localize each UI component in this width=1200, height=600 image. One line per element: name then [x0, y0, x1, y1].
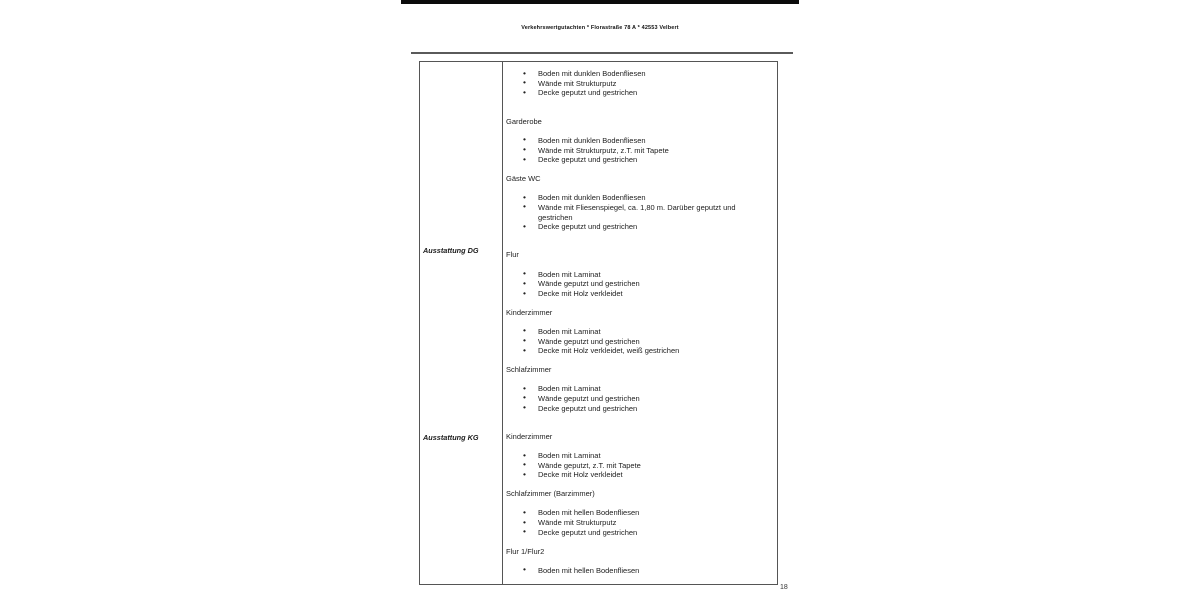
feature-list [506, 136, 773, 165]
list-item: • Boden mit Laminat [506, 451, 760, 461]
list-item: • Wände mit Strukturputz, z.T. mit Tapete [506, 146, 760, 156]
header-divider-line [411, 52, 793, 54]
feature-list [506, 508, 773, 537]
list-item: • Decke mit Holz verkleidet, weiß gestrichen [506, 346, 760, 356]
room-section [506, 69, 773, 98]
room-section [506, 174, 773, 232]
list-item: • Decke geputzt und gestrichen [506, 88, 760, 98]
feature-list [506, 327, 773, 356]
list-item: • Decke geputzt und gestrichen [506, 528, 760, 538]
row-label-ausstattung-kg: Ausstattung KG [423, 433, 479, 442]
row-label-ausstattung-dg: Ausstattung DG [423, 246, 479, 255]
list-item: • Boden mit dunklen Bodenfliesen [506, 69, 760, 79]
room-section [506, 308, 773, 356]
list-item: • Decke mit Holz verkleidet [506, 470, 760, 480]
section-heading: Kinderzimmer [506, 431, 553, 441]
section-heading: Flur [506, 250, 519, 260]
feature-list [506, 270, 773, 299]
feature-list [506, 566, 773, 576]
list-item: • Wände mit Fliesenspiegel, ca. 1,80 m. Darüber geputzt und gestrichen [506, 203, 760, 222]
room-section [506, 117, 773, 165]
list-item: • Wände mit Strukturputz [506, 518, 760, 528]
content-column [503, 62, 777, 584]
list-item: • Boden mit Laminat [506, 327, 760, 337]
feature-list [506, 384, 773, 413]
page-number: 18 [780, 584, 788, 591]
list-item: • Wände mit Strukturputz [506, 79, 760, 89]
room-section [506, 365, 773, 413]
list-item: • Boden mit dunklen Bodenfliesen [506, 193, 760, 203]
list-item: • Boden mit Laminat [506, 270, 760, 280]
list-item: • Boden mit Laminat [506, 384, 760, 394]
room-section [506, 489, 773, 537]
room-section [506, 250, 773, 298]
ausstattung-table [419, 61, 778, 585]
row-label-column [420, 62, 503, 584]
section-heading: Gäste WC [506, 173, 541, 183]
list-item: • Decke geputzt und gestrichen [506, 404, 760, 414]
list-item: • Decke geputzt und gestrichen [506, 222, 760, 232]
section-heading: Flur 1/Flur2 [506, 546, 545, 556]
section-heading: Kinderzimmer [506, 307, 553, 317]
feature-list [506, 69, 773, 98]
section-heading: Schlafzimmer [506, 365, 552, 375]
list-item: • Decke mit Holz verkleidet [506, 289, 760, 299]
document-header-title: Verkehrswertgutachten * Florastraße 78 A * 42553 Velbert [521, 25, 679, 31]
room-section [506, 432, 773, 480]
list-item: • Wände geputzt und gestrichen [506, 394, 760, 404]
list-item: • Boden mit hellen Bodenfliesen [506, 508, 760, 518]
room-section [506, 547, 773, 576]
list-item: • Wände geputzt und gestrichen [506, 337, 760, 347]
top-separator-bar [401, 0, 799, 4]
list-item: • Boden mit dunklen Bodenfliesen [506, 136, 760, 146]
list-item: • Decke geputzt und gestrichen [506, 155, 760, 165]
list-item: • Wände geputzt, z.T. mit Tapete [506, 461, 760, 471]
section-heading: Schlafzimmer (Barzimmer) [506, 489, 595, 499]
feature-list [506, 451, 773, 480]
feature-list [506, 193, 773, 232]
list-item: • Wände geputzt und gestrichen [506, 279, 760, 289]
section-heading: Garderobe [506, 116, 542, 126]
list-item: • Boden mit hellen Bodenfliesen [506, 566, 760, 576]
